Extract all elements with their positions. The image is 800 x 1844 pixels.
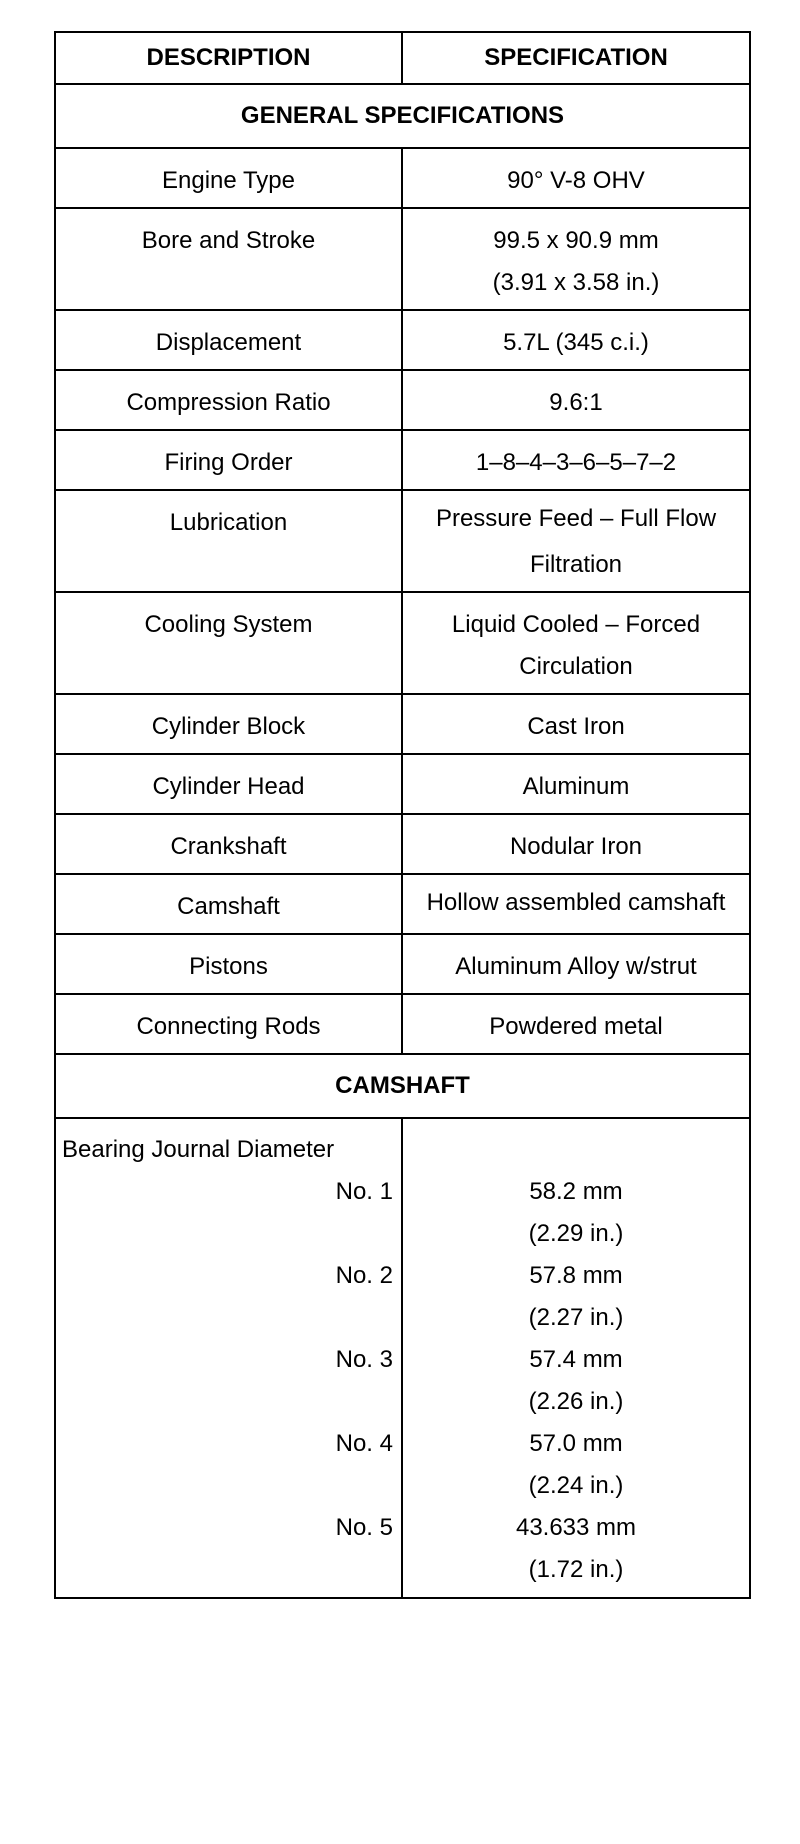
table-header-row (55, 32, 750, 84)
spec-line: 9.6:1 (549, 389, 603, 416)
row-description: Camshaft (55, 874, 402, 934)
row-spec (402, 994, 750, 1054)
journal-number: No. 5 (335, 1514, 393, 1541)
journal-number: No. 1 (335, 1178, 393, 1205)
spec-line: 99.5 x 90.9 mm (493, 227, 659, 254)
journal-imperial: (2.27 in.) (528, 1304, 624, 1331)
row-description: Displacement (55, 310, 402, 370)
table-row (55, 430, 750, 490)
journal-metric: 57.0 mm (529, 1430, 623, 1457)
journal-imperial: (2.29 in.) (528, 1220, 624, 1247)
section-title-camshaft: CAMSHAFT (55, 1054, 750, 1118)
row-spec (402, 208, 750, 310)
spec-line: Aluminum Alloy w/strut (455, 953, 697, 980)
table-row (55, 490, 750, 592)
row-spec (402, 370, 750, 430)
journal-labels (55, 1118, 402, 1598)
section-row-camshaft (55, 1054, 750, 1118)
section-row-general (55, 84, 750, 148)
journal-metric: 57.8 mm (529, 1262, 623, 1289)
row-description: Lubrication (55, 490, 402, 592)
row-spec (402, 874, 750, 934)
table-row (55, 1118, 750, 1598)
journal-imperial: (2.26 in.) (528, 1388, 624, 1415)
table-row (55, 874, 750, 934)
spec-line: 90° V-8 OHV (507, 167, 645, 194)
row-description: Engine Type (55, 148, 402, 208)
description-column-header: DESCRIPTION (55, 32, 402, 84)
table-row (55, 592, 750, 694)
journal-number: No. 3 (335, 1346, 393, 1373)
row-spec (402, 148, 750, 208)
journal-number: No. 2 (335, 1262, 393, 1289)
row-description: Cylinder Block (55, 694, 402, 754)
table-row (55, 370, 750, 430)
table-row (55, 208, 750, 310)
journal-metric: 43.633 mm (515, 1514, 637, 1541)
journal-metric: 58.2 mm (529, 1178, 623, 1205)
row-description: Cooling System (55, 592, 402, 694)
row-description: Connecting Rods (55, 994, 402, 1054)
table-row (55, 694, 750, 754)
spec-line: 1–8–4–3–6–5–7–2 (475, 449, 677, 476)
spec-line: Nodular Iron (509, 833, 643, 860)
spec-line: Powdered metal (489, 1013, 663, 1040)
row-spec (402, 754, 750, 814)
specification-column-header: SPECIFICATION (402, 32, 750, 84)
journal-number: No. 4 (335, 1430, 393, 1457)
spec-line: Aluminum (522, 773, 630, 800)
spec-line: Liquid Cooled – Forced (451, 611, 701, 638)
spec-line: Circulation (519, 653, 633, 680)
table-row (55, 814, 750, 874)
journal-diameter-label: Bearing Journal Diameter (62, 1136, 335, 1163)
journal-metric: 57.4 mm (529, 1346, 623, 1373)
journal-imperial: (1.72 in.) (528, 1556, 624, 1583)
table-row (55, 148, 750, 208)
section-title-general: GENERAL SPECIFICATIONS (55, 84, 750, 148)
row-description: Firing Order (55, 430, 402, 490)
table-row (55, 310, 750, 370)
spec-line: Pressure Feed – Full Flow (435, 505, 717, 532)
table-row (55, 754, 750, 814)
spec-line: (3.91 x 3.58 in.) (492, 269, 660, 296)
row-spec (402, 934, 750, 994)
row-spec (402, 592, 750, 694)
table-row (55, 934, 750, 994)
row-spec (402, 814, 750, 874)
engine-specification-table (54, 31, 751, 1599)
row-description: Crankshaft (55, 814, 402, 874)
row-description: Pistons (55, 934, 402, 994)
spec-line: Cast Iron (527, 713, 625, 740)
table-row (55, 994, 750, 1054)
row-spec (402, 694, 750, 754)
spec-line: Hollow assembled camshaft (426, 889, 726, 916)
row-description: Cylinder Head (55, 754, 402, 814)
row-spec (402, 430, 750, 490)
spec-line: 5.7L (345 c.i.) (503, 329, 649, 356)
journal-values (402, 1118, 750, 1598)
spec-line: Filtration (529, 551, 623, 578)
row-description: Compression Ratio (55, 370, 402, 430)
row-description: Bore and Stroke (55, 208, 402, 310)
journal-imperial: (2.24 in.) (528, 1472, 624, 1499)
row-spec (402, 490, 750, 592)
row-spec (402, 310, 750, 370)
